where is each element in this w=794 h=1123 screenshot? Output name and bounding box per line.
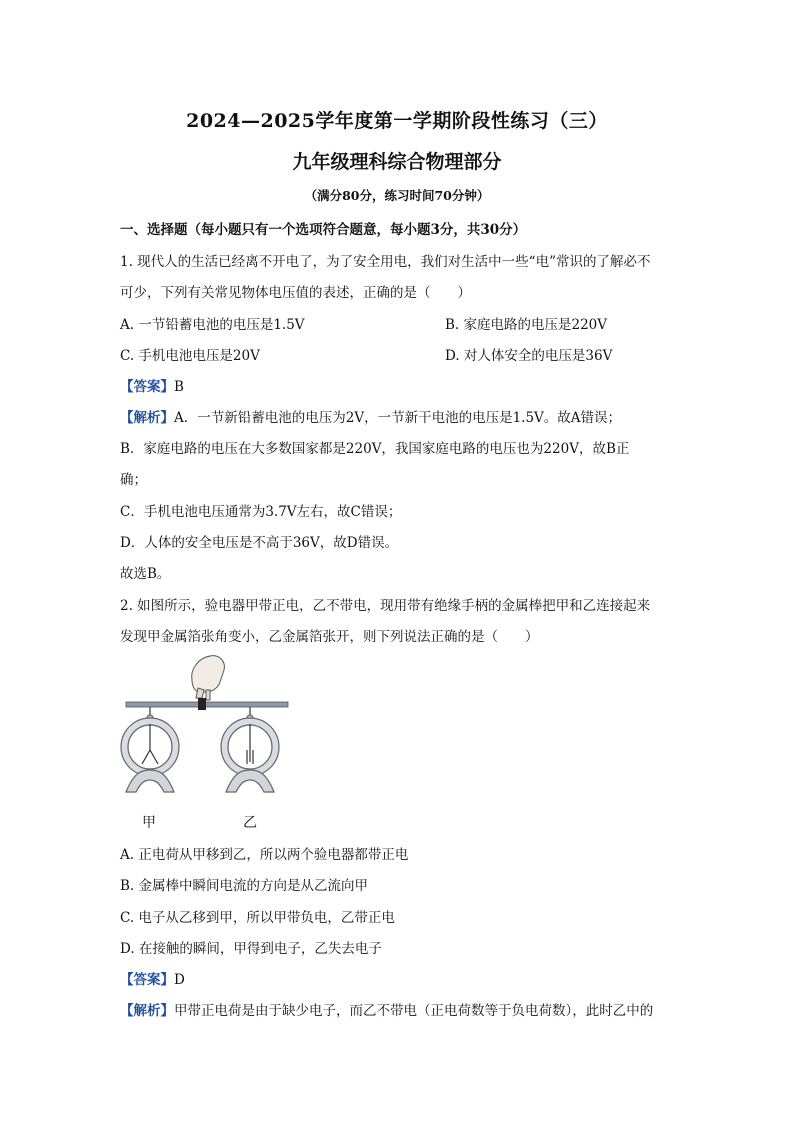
- analysis-tag: 【解析】: [120, 1003, 174, 1019]
- answer-value: B: [174, 379, 184, 395]
- electroscope-figure: [120, 652, 295, 832]
- section-heading: 一、选择题（每小题只有一个选项符合题意，每小题3分，共30分）: [120, 222, 527, 238]
- q2-option-c: C. 电子从乙移到甲，所以甲带负电，乙带正电: [120, 910, 395, 926]
- q1-analysis-b2: 确；: [120, 472, 147, 488]
- analysis-tag: 【解析】: [120, 410, 174, 426]
- q1-option-a: A. 一节铅蓄电池的电压是1.5V: [120, 317, 305, 333]
- q2-stem-line1: 2. 如图所示，验电器甲带正电，乙不带电，现用带有绝缘手柄的金属棒把甲和乙连接起来: [120, 598, 651, 614]
- q1-option-b: B. 家庭电路的电压是220V: [445, 317, 608, 333]
- electroscope-illustration: [120, 652, 295, 832]
- analysis-text: 甲带正电荷是由于缺少电子，而乙不带电（正电荷数等于负电荷数），此时乙中的: [174, 1003, 654, 1019]
- exam-subtitle: 九年级理科综合物理部分: [292, 151, 502, 173]
- q1-answer: [120, 375, 184, 395]
- answer-value: D: [174, 972, 185, 988]
- q1-analysis-b1: B．家庭电路的电压在大多数国家都是220V，我国家庭电路的电压也为220V，故B正: [120, 441, 630, 457]
- q1-stem-line1: 1. 现代人的生活已经离不开电了，为了安全用电，我们对生活中一些“电”常识的了解必不: [120, 254, 651, 270]
- electroscope-right: [221, 707, 279, 792]
- answer-tag: 【答案】: [120, 972, 174, 988]
- electroscope-left: [121, 707, 179, 792]
- q2-option-a: A. 正电荷从甲移到乙，所以两个验电器都带正电: [120, 847, 409, 863]
- q1-option-c: C. 手机电池电压是20V: [120, 348, 260, 364]
- label-jia: 甲: [142, 815, 156, 831]
- exam-note: （满分80分，练习时间70分钟）: [304, 188, 490, 203]
- q1-conclusion: 故选B。: [120, 566, 171, 582]
- analysis-text: A．一节新铅蓄电池的电压为2V，一节新干电池的电压是1.5V。故A错误；: [174, 410, 622, 426]
- q1-option-d: D. 对人体安全的电压是36V: [445, 348, 613, 364]
- label-yi: 乙: [243, 815, 257, 831]
- q1-stem-line2: 可少，下列有关常见物体电压值的表述，正确的是（ ）: [120, 285, 471, 301]
- exam-title: 2024—2025学年度第一学期阶段性练习（三）: [186, 110, 608, 132]
- q2-option-d: D. 在接触的瞬间，甲得到电子，乙失去电子: [120, 941, 382, 957]
- q2-analysis: [120, 999, 653, 1019]
- hand-icon: [192, 656, 225, 700]
- q2-stem-line2: 发现甲金属箔张角变小，乙金属箔张开，则下列说法正确的是（ ）: [120, 629, 539, 645]
- q2-answer: [120, 968, 185, 988]
- q1-analysis-c: C．手机电池电压通常为3.7V左右，故C错误；: [120, 504, 402, 520]
- answer-tag: 【答案】: [120, 379, 174, 395]
- q1-analysis-d: D．人体的安全电压是不高于36V，故D错误。: [120, 535, 399, 551]
- q1-analysis-a: [120, 406, 621, 426]
- q2-option-b: B. 金属棒中瞬间电流的方向是从乙流向甲: [120, 878, 369, 894]
